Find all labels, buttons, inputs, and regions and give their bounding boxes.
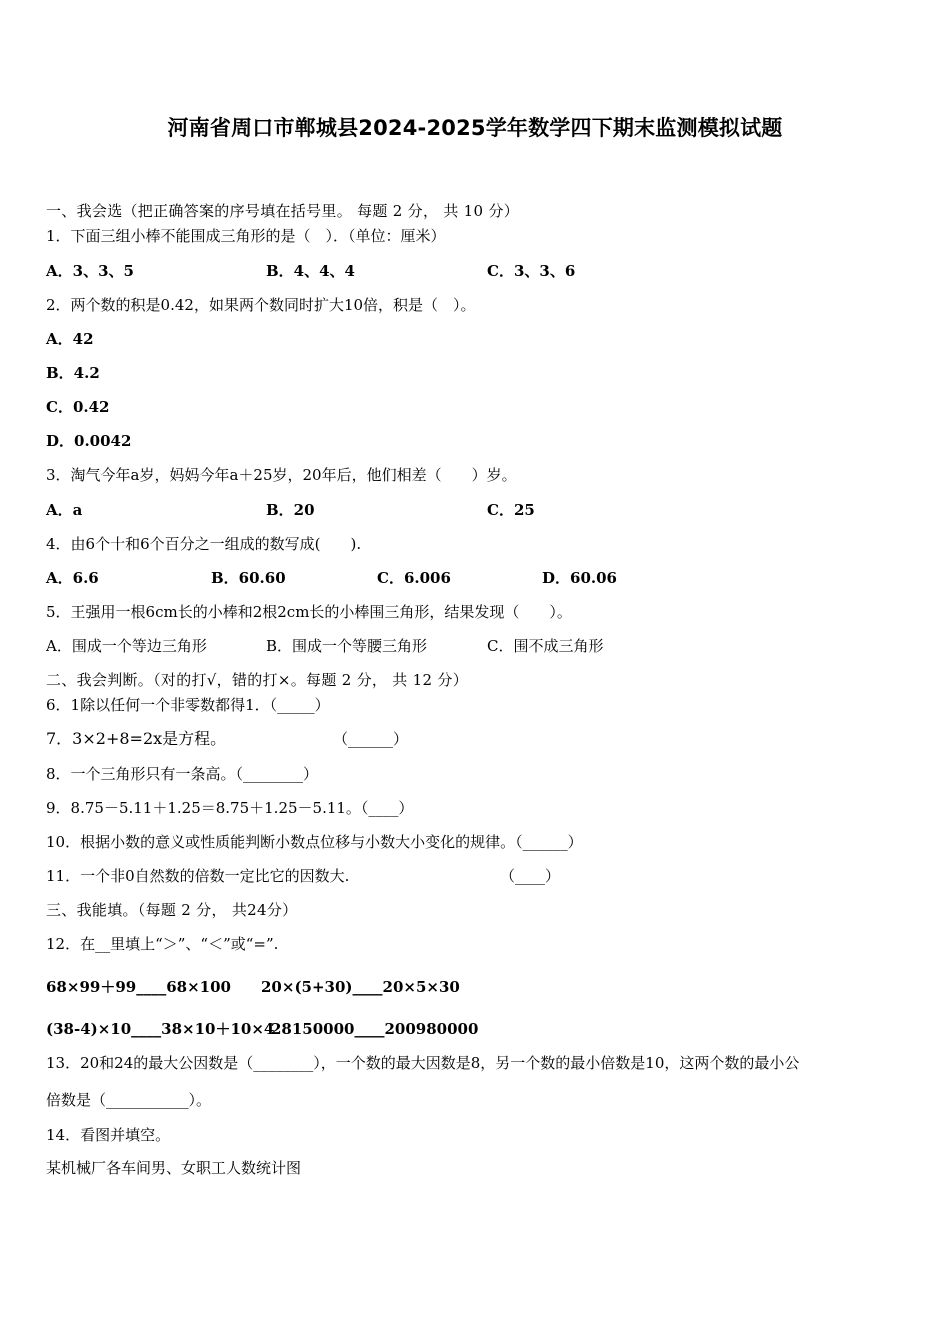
question-1-stem: 1．下面三组小棒不能围成三角形的是（ ）．（单位：厘米） (46, 227, 446, 245)
question-14-chart-caption: 某机械厂各车间男、女职工人数统计图 (46, 1159, 302, 1177)
question-1-option-a: A．3、3、5 (46, 262, 134, 280)
question-7: 7．3×2+8=2x是方程。 (46, 729, 227, 748)
page-title: 河南省周口市郸城县2024-2025学年数学四下期末监测模拟试题 (167, 116, 783, 140)
question-12-expr-1: 68×99＋99____68×100 (46, 978, 231, 996)
section-3-heading: 三、我能填。（每题 2 分， 共24分） (46, 901, 298, 919)
question-8: 8．一个三角形只有一条高。（________） (46, 765, 319, 783)
question-4-option-c: C．6.006 (377, 569, 451, 587)
question-2-option-b: B．4.2 (46, 364, 100, 382)
question-6: 6．1除以任何一个非零数都得1．（_____） (46, 696, 330, 714)
question-5-option-b: B．围成一个等腰三角形 (266, 637, 428, 655)
question-13-line-1: 13．20和24的最大公因数是（________），一个数的最大因数是8，另一个数的最小倍数是10，这两个数的最小公 (46, 1054, 800, 1072)
question-2-option-d: D．0.0042 (46, 432, 132, 450)
question-4-option-d: D．60.06 (542, 569, 617, 587)
question-7-blank: （______） (333, 730, 409, 748)
question-12-expr-4: 28150000____200980000 (271, 1020, 479, 1038)
question-12-expr-2: 20×(5+30)____20×5×30 (261, 978, 460, 996)
section-1-heading: 一、我会选（把正确答案的序号填在括号里。 每题 2 分， 共 10 分） (46, 202, 520, 220)
question-11-blank: （____） (500, 867, 561, 885)
question-12-stem: 12．在__里填上“＞”、“＜”或“=”. (46, 935, 279, 953)
question-5-option-c: C．围不成三角形 (487, 637, 604, 655)
question-4-stem: 4．由6个十和6个百分之一组成的数写成( ). (46, 535, 362, 553)
question-4-option-b: B．60.60 (211, 569, 286, 587)
question-9: 9．8.75－5.11＋1.25＝8.75＋1.25－5.11。（____） (46, 799, 414, 817)
question-2-option-a: A．42 (46, 330, 94, 348)
question-14: 14．看图并填空。 (46, 1126, 171, 1144)
question-3-option-b: B．20 (266, 501, 315, 519)
question-11: 11．一个非0自然数的倍数一定比它的因数大. (46, 867, 350, 885)
question-3-stem: 3．淘气今年a岁，妈妈今年a＋25岁，20年后，他们相差（ ）岁。 (46, 466, 517, 484)
question-1-option-b: B．4、4、4 (266, 262, 355, 280)
question-1-option-c: C．3、3、6 (487, 262, 576, 280)
question-13-line-2: 倍数是（___________）。 (46, 1091, 212, 1109)
section-2-heading: 二、我会判断。（对的打√，错的打×。每题 2 分， 共 12 分） (46, 671, 468, 689)
question-10: 10．根据小数的意义或性质能判断小数点位移与小数大小变化的规律。（______） (46, 833, 583, 851)
question-12-expr-3: (38-4)×10____38×10＋10×4 (46, 1020, 275, 1038)
question-5-option-a: A．围成一个等边三角形 (46, 637, 207, 655)
question-4-option-a: A．6.6 (46, 569, 99, 587)
question-3-option-a: A．a (46, 501, 83, 519)
question-2-stem: 2．两个数的积是0.42，如果两个数同时扩大10倍，积是（ ）。 (46, 296, 476, 314)
question-5-stem: 5．王强用一根6cm长的小棒和2根2cm长的小棒围三角形，结果发现（ ）。 (46, 603, 572, 621)
question-2-option-c: C．0.42 (46, 398, 110, 416)
question-3-option-c: C．25 (487, 501, 535, 519)
